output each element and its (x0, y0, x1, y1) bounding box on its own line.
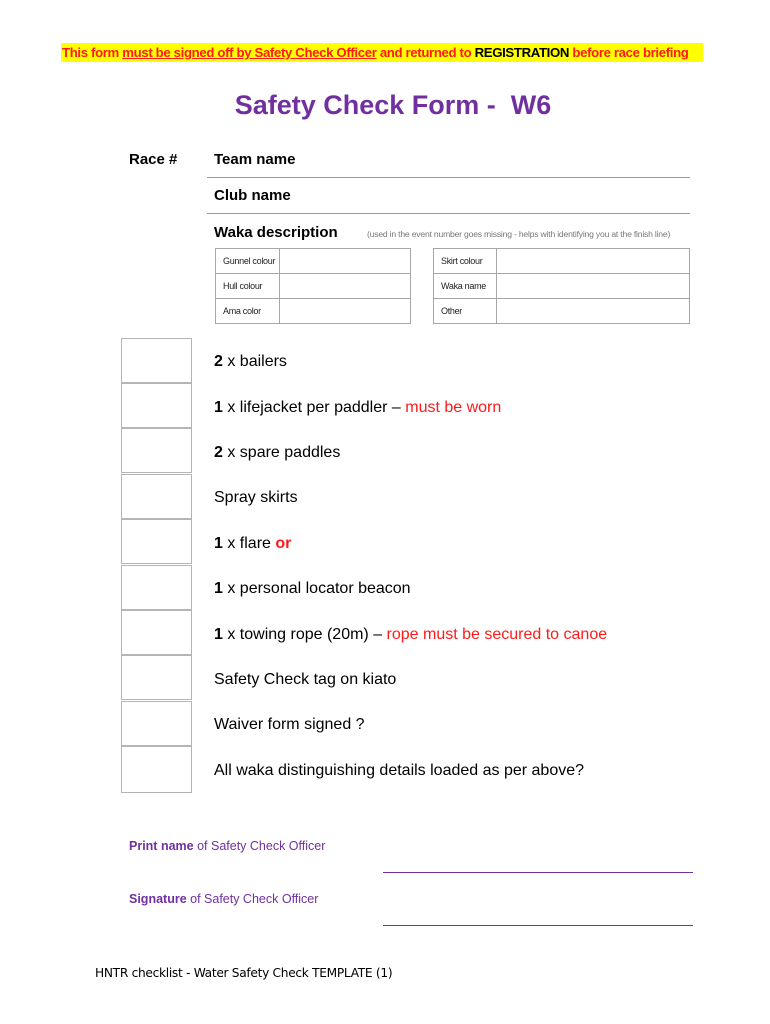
checkbox-lifejacket[interactable] (121, 383, 192, 428)
table-row (434, 249, 690, 274)
item-warning: or (275, 535, 292, 552)
team-name-label: Team name (214, 151, 296, 168)
checkbox-flare[interactable] (121, 519, 192, 564)
table-row (216, 299, 411, 324)
checkbox-spare-paddles[interactable] (121, 428, 192, 473)
club-name-line[interactable] (207, 213, 690, 214)
signature-label (129, 892, 318, 906)
checklist-item-spare-paddles (214, 444, 340, 462)
item-text: All waka distinguishing details loaded as per above? (214, 762, 585, 779)
checklist-item-flare (214, 535, 291, 553)
skirt-colour-field[interactable] (497, 249, 690, 274)
team-name-line[interactable] (207, 177, 690, 178)
banner-text-5: before race briefing (569, 45, 689, 60)
checkbox-towing-rope[interactable] (121, 610, 192, 655)
banner-text-4: REGISTRATION (474, 45, 570, 60)
checklist-item-safety-tag (214, 671, 396, 689)
checkbox-safety-tag[interactable] (121, 655, 192, 700)
item-text: Waiver form signed ? (214, 716, 365, 733)
ama-color-field[interactable] (280, 299, 411, 324)
item-quantity: 1 (214, 626, 223, 643)
item-text: x towing rope (20m) – (222, 626, 387, 643)
checklist-item-waiver (214, 716, 365, 734)
waka-description-label: Waka description (214, 224, 338, 241)
item-quantity: 2 (214, 353, 223, 370)
instruction-banner (61, 43, 703, 62)
checklist-item-distinguishing-details (214, 762, 584, 780)
print-name-label (129, 839, 325, 853)
gunnel-colour-field[interactable] (280, 249, 411, 274)
waka-name-field[interactable] (497, 274, 690, 299)
signature-rest: of Safety Check Officer (186, 892, 319, 906)
item-text: x flare (222, 535, 276, 552)
print-name-rest: of Safety Check Officer (193, 839, 326, 853)
hull-colour-label: Hull colour (216, 274, 280, 299)
form-title: Safety Check Form - W6 (234, 90, 552, 120)
table-row (216, 274, 411, 299)
banner-text-1: This form (62, 45, 123, 60)
race-number-label: Race # (129, 151, 178, 168)
hull-colour-field[interactable] (280, 274, 411, 299)
item-text: Spray skirts (214, 489, 298, 506)
other-field[interactable] (497, 299, 690, 324)
other-label: Other (434, 299, 497, 324)
checkbox-distinguishing-details[interactable] (121, 746, 192, 793)
page-footer: HNTR checklist - Water Safety Check TEMPLATE (1) (95, 966, 393, 980)
item-text: x spare paddles (222, 444, 341, 461)
checkbox-locator-beacon[interactable] (121, 565, 192, 610)
item-text: x personal locator beacon (222, 580, 411, 597)
gunnel-colour-label: Gunnel colour (216, 249, 280, 274)
skirt-colour-label: Skirt colour (434, 249, 497, 274)
table-row (434, 299, 690, 324)
item-quantity: 1 (214, 399, 223, 416)
checklist-item-locator-beacon (214, 580, 411, 598)
item-quantity: 1 (214, 580, 223, 597)
item-text: x bailers (222, 353, 287, 370)
ama-color-label: Ama color (216, 299, 280, 324)
item-quantity: 2 (214, 444, 223, 461)
waka-attributes-right (433, 248, 690, 324)
waka-description-note: (used in the event number goes missing - helps with identifying you at the finish line) (367, 229, 671, 239)
signature-bold: Signature (129, 892, 187, 906)
waka-name-label: Waka name (434, 274, 497, 299)
item-warning: rope must be secured to canoe (386, 626, 608, 643)
checklist-item-spray-skirts (214, 489, 298, 507)
checklist-item-towing-rope (214, 626, 607, 644)
signature-line[interactable] (383, 925, 693, 926)
print-name-bold: Print name (129, 839, 194, 853)
checklist-item-bailers (214, 353, 287, 371)
table-row (434, 274, 690, 299)
item-quantity: 1 (214, 535, 223, 552)
waka-attributes-left (215, 248, 411, 324)
table-row (216, 249, 411, 274)
checklist-item-lifejacket (214, 399, 501, 417)
banner-text-2: must be signed off by Safety Check Officer (122, 45, 377, 60)
print-name-line[interactable] (383, 872, 693, 873)
checkbox-waiver[interactable] (121, 701, 192, 746)
item-warning: must be worn (405, 399, 502, 416)
club-name-label: Club name (214, 187, 291, 204)
checkbox-bailers[interactable] (121, 338, 192, 383)
banner-text-3: and returned to (376, 45, 475, 60)
item-text: x lifejacket per paddler – (222, 399, 406, 416)
item-text: Safety Check tag on kiato (214, 671, 397, 688)
checkbox-spray-skirts[interactable] (121, 474, 192, 519)
